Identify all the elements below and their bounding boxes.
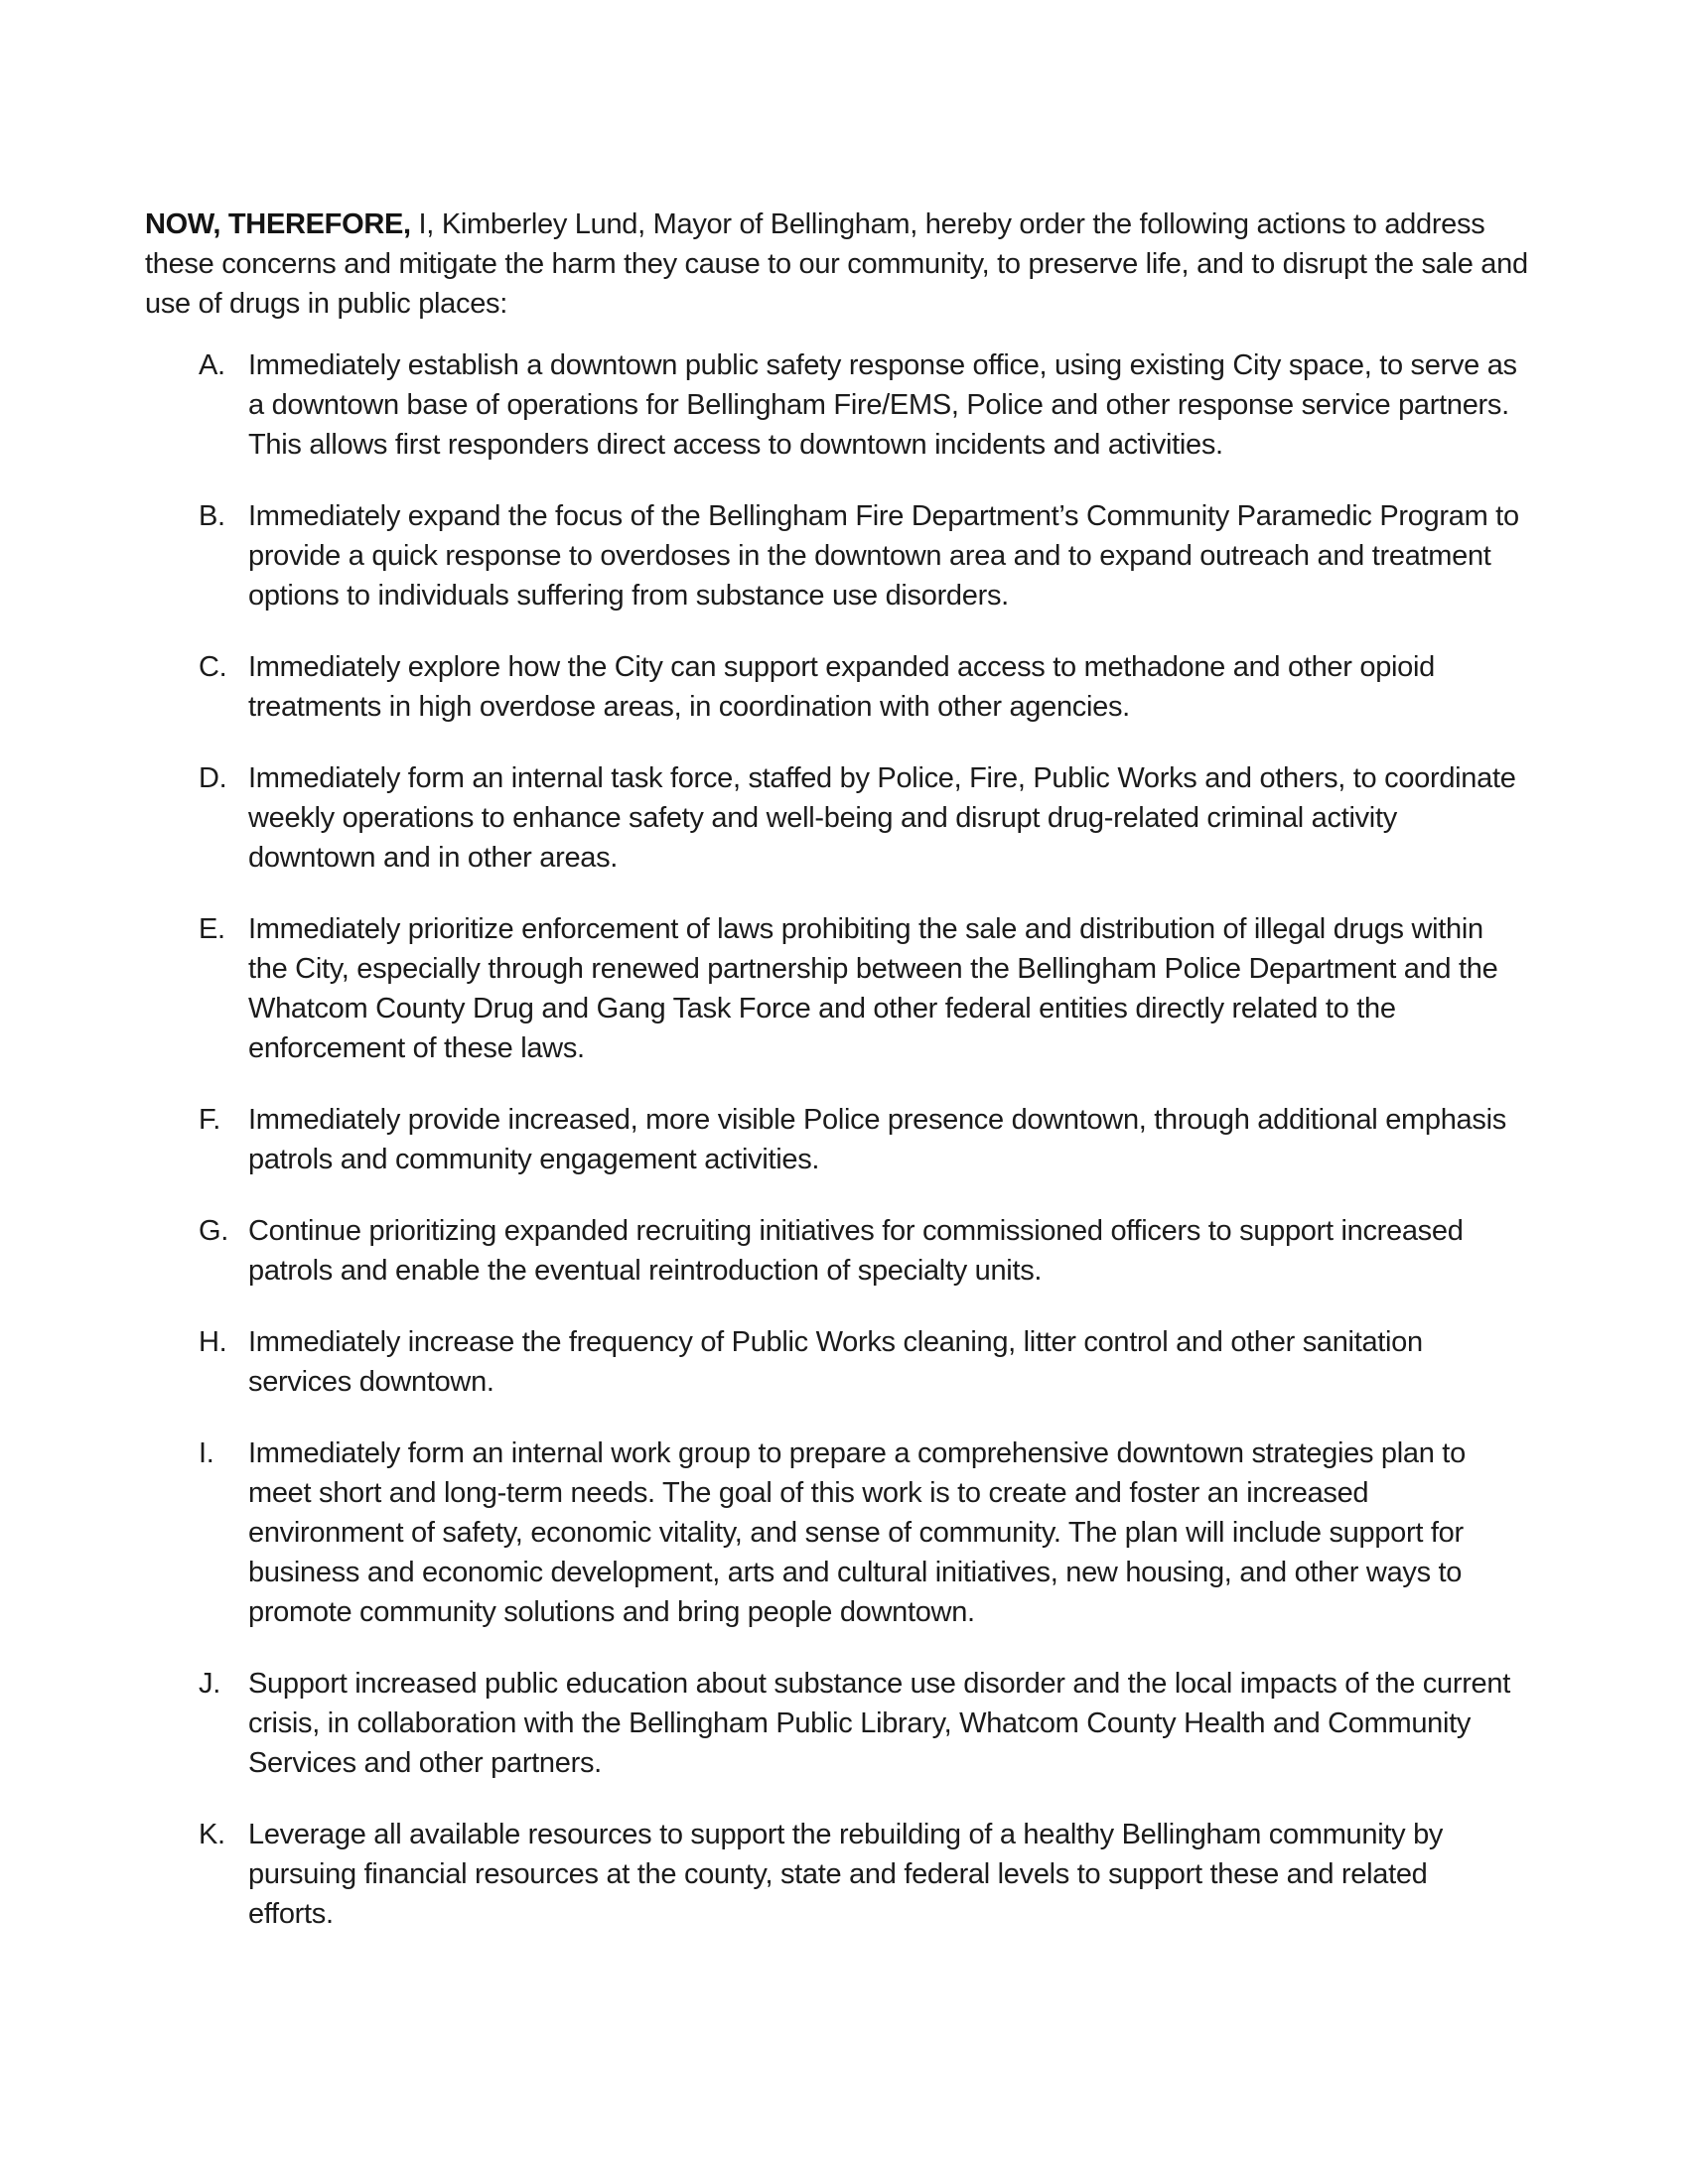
order-item-label: E.	[199, 913, 225, 945]
order-item-label: K.	[199, 1819, 225, 1850]
order-item-label: F.	[199, 1104, 220, 1136]
order-item-text: Support increased public education about substance use disorder and the local impacts of the current crisis, in collaboration with the Bellingham Public Library, Whatcom County Health and Community Services and other partners.	[248, 1668, 1510, 1779]
order-item-text: Leverage all available resources to support the rebuilding of a healthy Bellingham community by pursuing financial resources at the county, state and federal levels to support these and related efforts.	[248, 1819, 1444, 1930]
order-item-label: B.	[199, 500, 225, 532]
order-item-i	[199, 1433, 1547, 1632]
order-item-a	[199, 345, 1547, 465]
order-item-e	[199, 909, 1547, 1068]
order-item-text: Immediately form an internal task force, staffed by Police, Fire, Public Works and others, to coordinate weekly operations to enhance safety and well-being and disrupt drug-related criminal activity downtown and in other areas.	[248, 762, 1516, 874]
order-item-label: J.	[199, 1668, 220, 1700]
order-item-text: Immediately establish a downtown public safety response office, using existing City space, to serve as a downtown base of operations for Bellingham Fire/EMS, Police and other response service partners. This allows first responders direct access to downtown incidents and activities.	[248, 349, 1517, 461]
order-item-label: I.	[199, 1437, 214, 1469]
order-item-d	[199, 758, 1547, 878]
order-item-b	[199, 496, 1547, 615]
order-item-text: Immediately provide increased, more visible Police presence downtown, through additional emphasis patrols and community engagement activities.	[248, 1104, 1506, 1175]
order-items-list	[145, 345, 1547, 1934]
order-item-text: Immediately expand the focus of the Bellingham Fire Department’s Community Paramedic Program to provide a quick response to overdoses in the downtown area and to expand outreach and treatment options to individuals suffering from substance use disorders.	[248, 500, 1519, 612]
order-item-text: Immediately increase the frequency of Public Works cleaning, litter control and other sanitation services downtown.	[248, 1326, 1423, 1398]
intro-paragraph	[145, 205, 1547, 324]
order-item-text: Immediately explore how the City can support expanded access to methadone and other opioid treatments in high overdose areas, in coordination with other agencies.	[248, 651, 1435, 723]
order-item-label: G.	[199, 1215, 229, 1247]
order-item-text: Continue prioritizing expanded recruiting initiatives for commissioned officers to support increased patrols and enable the eventual reintroduction of specialty units.	[248, 1215, 1464, 1287]
intro-body-text: I, Kimberley Lund, Mayor of Bellingham, hereby order the following actions to address these concerns and mitigate the harm they cause to our community, to preserve life, and to disrupt the sale and use of drugs in public places:	[145, 208, 1528, 320]
order-item-c	[199, 647, 1547, 727]
order-item-g	[199, 1211, 1547, 1291]
order-item-k	[199, 1815, 1547, 1934]
order-item-h	[199, 1322, 1547, 1402]
order-item-label: H.	[199, 1326, 227, 1358]
order-item-f	[199, 1100, 1547, 1179]
order-item-text: Immediately prioritize enforcement of laws prohibiting the sale and distribution of illegal drugs within the City, especially through renewed partnership between the Bellingham Police Department and the Whatcom County Drug and Gang Task Force and other federal entities directly related to the enforcement of these laws.	[248, 913, 1498, 1064]
order-item-label: C.	[199, 651, 227, 683]
order-item-text: Immediately form an internal work group to prepare a comprehensive downtown strategies plan to meet short and long-term needs. The goal of this work is to create and foster an increased environment of safety, economic vitality, and sense of community. The plan will include support for business and economic development, arts and cultural initiatives, new housing, and other ways to promote community solutions and bring people downtown.	[248, 1437, 1466, 1628]
order-item-j	[199, 1664, 1547, 1783]
intro-lead-bold: NOW, THEREFORE,	[145, 208, 411, 240]
order-item-label: D.	[199, 762, 227, 794]
order-item-label: A.	[199, 349, 225, 381]
